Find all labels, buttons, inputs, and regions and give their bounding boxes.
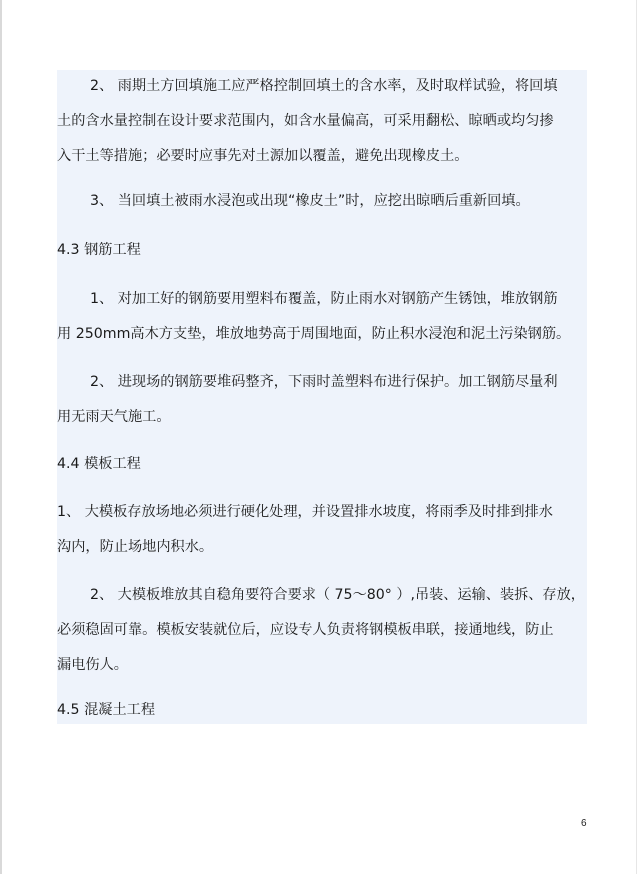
paragraph-line: 用 250mm高木方支垫，堆放地势高于周围地面，防止积水浸泡和泥土污染钢筋。 [57, 326, 571, 342]
paragraph-line: 沟内，防止场地内积水。 [57, 539, 214, 555]
page-left-edge [0, 0, 2, 874]
paragraph-line: 2、 雨期土方回填施工应严格控制回填土的含水率，及时取样试验，将回填 [90, 78, 558, 94]
paragraph-line: 1、 大模板存放场地必须进行硬化处理，并设置排水坡度，将雨季及时排到排水 [57, 504, 553, 520]
paragraph-line: 2、 进现场的钢筋要堆码整齐，下雨时盖塑料布进行保护。加工钢筋尽量利 [90, 374, 558, 390]
paragraph-line: 1、 对加工好的钢筋要用塑料布覆盖，防止雨水对钢筋产生锈蚀，堆放钢筋 [90, 291, 558, 307]
paragraph-line: 必须稳固可靠。模板安装就位后，应设专人负责将钢模板串联，接通地线，防止 [57, 622, 554, 638]
section-heading: 4.5 混凝土工程 [57, 702, 156, 718]
paragraph-line: 土的含水量控制在设计要求范围内，如含水量偏高，可采用翻松、晾晒或均匀掺 [57, 113, 554, 129]
paragraph-line: 漏电伤人。 [57, 657, 128, 673]
paragraph-line: 用无雨天气施工。 [57, 409, 171, 425]
paragraph-line: 2、 大模板堆放其自稳角要符合要求（ 75～80° ）,吊装、运输、装拆、存放， [90, 587, 585, 603]
paragraph-line: 3、 当回填土被雨水浸泡或出现“橡皮土”时，应挖出晾晒后重新回填。 [90, 193, 530, 209]
section-heading: 4.3 钢筋工程 [57, 242, 141, 258]
page-number: 6 [581, 818, 587, 829]
paragraph-line: 入干土等措施；必要时应事先对土源加以覆盖，避免出现橡皮土。 [57, 148, 469, 164]
document-body [57, 70, 587, 724]
section-heading: 4.4 模板工程 [57, 456, 141, 472]
